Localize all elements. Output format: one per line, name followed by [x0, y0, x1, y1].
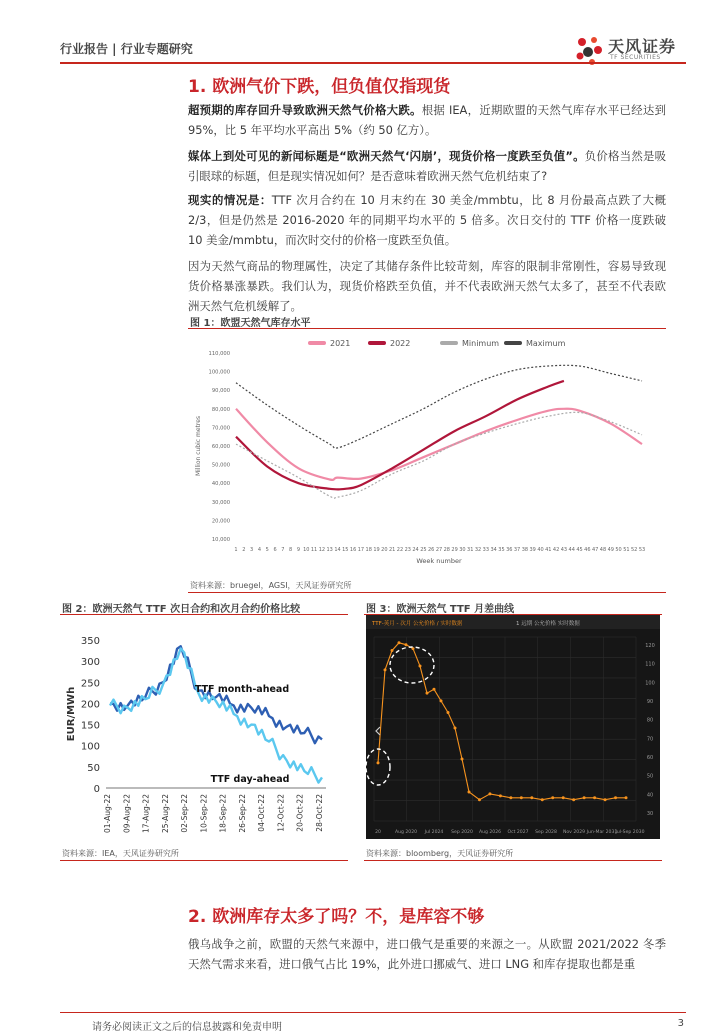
chart1-ytick: 80,000: [211, 406, 230, 413]
chart2-xtick: 09-Aug-22: [122, 794, 132, 833]
chart3-ytick: 90: [646, 699, 654, 705]
chart3-marker: [419, 665, 422, 668]
chart3-marker: [461, 758, 464, 761]
figure1-source: 资料来源：bruegel，AGSI，天风证券研究所: [190, 581, 352, 590]
section2-paragraph-1-body: 俄乌战争之前，欧盟的天然气来源中，进口俄气是重要的来源之一。从欧盟 2021/2022 冬季天然气需求来看，进口俄气占比 19%，此外进口挪威气、进口 LNG 和库存提取也都是重: [188, 937, 666, 971]
chart1-xtick: 1: [234, 547, 238, 553]
logo: [564, 34, 684, 74]
footer-divider: [60, 1012, 686, 1013]
figure2-rule: [60, 614, 348, 615]
chart2-xtick: 26-Sep-22: [237, 794, 247, 833]
section1-paragraph-2: [188, 146, 666, 186]
figure2-title: 图 2：欧洲天然气 TTF 次日合约和次月合约价格比较: [62, 604, 301, 615]
chart1-xtick: 29: [451, 547, 458, 553]
chart3-marker: [572, 798, 575, 801]
chart1-xtick: 23: [404, 547, 411, 553]
chart3-marker: [478, 798, 481, 801]
chart3-marker: [398, 641, 401, 644]
chart1-xtick: 48: [599, 547, 607, 553]
chart2-ytick: 100: [80, 741, 100, 753]
chart2-xtick: 04-Oct-22: [257, 794, 267, 832]
chart2-xtick: 02-Sep-22: [180, 794, 190, 833]
chart1-xtick: 31: [467, 547, 474, 553]
chart2-xtick: 28-Oct-22: [315, 794, 324, 832]
chart1-xtick: 13: [326, 547, 333, 553]
chart2-label-day-ahead: TTF day-ahead: [210, 774, 290, 785]
chart3-marker: [488, 792, 491, 795]
ttf-spread-curve-chart: [366, 615, 660, 839]
chart3-marker: [583, 796, 586, 799]
ttf-price-comparison-chart: [60, 620, 340, 840]
chart1-ytick: 90,000: [211, 388, 230, 395]
chart1-xtick: 27: [435, 547, 443, 553]
chart2-ytick: 350: [80, 636, 100, 647]
chart3-ytick: 40: [646, 792, 654, 799]
chart1-xtick: 22: [396, 547, 404, 553]
chart3-ytick: 100: [645, 680, 655, 687]
chart3-marker: [433, 688, 436, 691]
header-report-type: 行业报告 | 行业专题研究: [60, 42, 193, 56]
chart2-ytick: 250: [80, 678, 100, 690]
chart1-xtick: 28: [443, 547, 450, 553]
figure2-bottom-rule: [60, 860, 348, 861]
chart3-marker: [593, 796, 596, 799]
chart1-xtick: 25: [420, 547, 427, 553]
chart3-marker: [405, 643, 408, 646]
chart1-ytick: 10,000: [211, 537, 230, 543]
chart1-xtick: 51: [623, 547, 630, 553]
chart2-xtick: 12-Oct-22: [276, 794, 286, 832]
chart1-xtick: 34: [490, 547, 497, 553]
chart3-marker: [604, 798, 607, 801]
chart1-legend-label-maximum: Maximum: [526, 339, 566, 348]
chart3-xtick: Aug 2026: [478, 830, 502, 835]
chart3-ytick: 50: [646, 773, 654, 780]
chart1-ylabel: Million cubic metres: [195, 415, 202, 477]
chart1-xtick: 46: [584, 547, 591, 553]
chart1-ytick: 110,000: [208, 351, 230, 357]
figure1-title: 图 1：欧盟天然气库存水平: [190, 318, 311, 329]
chart1-xtick: 36: [506, 547, 513, 553]
chart1-xtick: 5: [265, 547, 269, 553]
chart3-xtick: Oct 2027: [507, 830, 529, 835]
chart3-xtick: Sep 2028: [535, 830, 557, 835]
chart1-xtick: 19: [373, 547, 380, 553]
chart3-marker: [468, 790, 471, 793]
chart1-xtick: 17: [357, 547, 365, 553]
paragraph-2-lead: 媒体上到处可见的新闻标题是“欧洲天然气‘闪崩’，现货价格一度跌至负值”。: [188, 149, 585, 163]
chart1-ytick: 70,000: [211, 425, 230, 432]
chart1-xtick: 20: [381, 547, 388, 553]
chart2-ylabel: EUR/MWh: [66, 686, 77, 742]
chart3-ytick: 30: [646, 811, 654, 817]
chart1-xtick: 32: [474, 547, 482, 553]
section1-paragraph-1: [188, 100, 666, 140]
chart1-xtick: 39: [529, 547, 536, 553]
chart3-xtick: Jun-Mar 2031: [586, 830, 618, 835]
logo-name: 天风证券: [608, 37, 677, 56]
chart1-legend-label-2022: 2022: [390, 339, 411, 348]
chart1-xtick: 26: [428, 547, 435, 553]
chart2-xtick: 17-Aug-22: [141, 794, 151, 833]
chart1-xtick: 10: [303, 547, 310, 553]
paragraph-1-lead: 超预期的库存回升导致欧洲天然气价格大跌。: [188, 103, 422, 117]
chart2-label-month-ahead: TTF month-ahead: [194, 684, 290, 695]
chart3-marker: [551, 796, 554, 799]
chart2-ytick: 50: [87, 762, 100, 774]
paragraph-3-body: TTF 次月合约在 10 月末约在 30 美金/mmbtu，比 8 月份最高点跌了大概 2/3，但是仍然是 2016-2020 年的同期平均水平的 5 倍多。次日交付的 TTF 价格一度跌破 10 美金/mmbtu，而次时交付的价格一度跌至负值。: [188, 193, 666, 247]
chart2-xtick: 18-Sep-22: [218, 794, 228, 833]
chart3-marker: [384, 668, 387, 671]
chart3-ytick: 60: [646, 755, 654, 761]
section1-paragraph-4: [188, 256, 666, 316]
section2-paragraph-1: [188, 934, 666, 974]
chart3-marker: [530, 796, 533, 799]
paragraph-2-body: 负价格当然是吸引眼球的标题，但是现实情况如何？是否意味着欧洲天然气危机结束了?: [188, 149, 666, 183]
chart1-xtick: 6: [273, 547, 277, 553]
chart1-xtick: 18: [365, 547, 372, 553]
chart2-xtick: 01-Aug-22: [103, 794, 112, 833]
chart2-ytick: 0: [93, 784, 100, 795]
figure3-bottom-rule: [364, 860, 662, 861]
chart1-xtick: 2: [242, 547, 246, 553]
chart3-marker: [520, 796, 523, 799]
chart3-ytick: 80: [646, 717, 654, 724]
chart3-marker: [625, 796, 628, 799]
chart1-xtick: 40: [537, 547, 544, 553]
chart3-marker: [509, 796, 512, 799]
chart1-ytick: 60,000: [211, 444, 230, 450]
chart1-xtick: 53: [638, 547, 646, 553]
chart3-xtick: Jul 2024: [424, 830, 444, 835]
chart2-ytick: 150: [80, 720, 100, 732]
chart1-xtick: 21: [388, 547, 396, 553]
figure1-rule: [188, 328, 666, 329]
figure3-source: 资料来源：bloomberg，天风证券研究所: [366, 849, 514, 858]
chart1-background: [190, 335, 660, 575]
chart1-xtick: 33: [482, 547, 490, 553]
chart1-xtick: 7: [281, 547, 285, 553]
page-header: [60, 34, 684, 74]
figure3-title: 图 3：欧洲天然气 TTF 月差曲线: [366, 604, 515, 615]
chart1-xtick: 15: [342, 547, 349, 553]
chart3-xtick: Jul-Sep 2030: [615, 830, 645, 835]
figure1-bottom-rule: [188, 592, 666, 593]
chart1-xtick: 35: [498, 547, 505, 553]
chart3-marker: [454, 727, 457, 730]
chart3-xtick: Aug 2020: [394, 830, 418, 835]
chart3-xtick: Sep 2020: [451, 830, 473, 835]
chart1-xtick: 38: [521, 547, 529, 553]
chart1-xtick: 52: [631, 547, 638, 553]
chart1-legend-label-2021: 2021: [330, 339, 351, 348]
section1-title: 1. 欧洲气价下跌，但负值仅指现货: [188, 77, 451, 97]
paragraph-1-body: 根据 IEA，近期欧盟的天然气库存水平已经达到 95%，比 5 年平均水平高出 5%（约 50 亿方）。: [188, 103, 666, 137]
chart1-xtick: 30: [459, 547, 466, 553]
chart1-xtick: 47: [591, 547, 599, 553]
chart1-xtick: 42: [552, 547, 560, 553]
chart1-xtick: 24: [412, 547, 419, 553]
chart3-ytick: 110: [645, 661, 655, 668]
chart1-xtick: 8: [289, 547, 293, 553]
chart1-xtick: 3: [250, 547, 254, 553]
chart1-xtick: 43: [560, 547, 568, 553]
chart3-marker: [391, 649, 394, 652]
chart2-ytick: 200: [80, 699, 100, 711]
figure2-source: 资料来源：IEA，天风证券研究所: [62, 849, 179, 858]
chart1-ytick: 50,000: [211, 462, 230, 469]
chart3-marker: [614, 796, 617, 799]
chart1-xtick: 41: [545, 547, 552, 553]
chart3-marker: [499, 794, 502, 797]
header-divider: [60, 62, 686, 64]
section2-title: 2. 欧洲库存太多了吗？不，是库容不够: [188, 907, 485, 927]
chart1-xtick: 49: [607, 547, 614, 553]
chart1-ytick: 40,000: [211, 481, 230, 488]
chart3-background: [366, 615, 660, 839]
eu-gas-storage-chart: [190, 335, 660, 575]
chart3-legend-right: 1 远期 公允价格 实时数据: [516, 621, 580, 627]
chart3-ytick: 120: [645, 643, 655, 649]
chart1-xtick: 50: [615, 547, 622, 553]
chart2-xtick: 25-Aug-22: [160, 794, 170, 833]
chart3-xtick: Nov 2029: [562, 830, 586, 835]
chart1-xtick: 16: [349, 547, 357, 553]
chart1-xtick: 44: [568, 547, 575, 553]
chart1-ytick: 30,000: [211, 499, 230, 506]
chart2-ytick: 300: [80, 657, 100, 669]
chart1-legend-label-minimum: Minimum: [462, 339, 500, 348]
chart2-xtick: 20-Oct-22: [295, 794, 305, 832]
chart1-ytick: 100,000: [208, 369, 230, 376]
chart3-marker: [541, 798, 544, 801]
chart1-xtick: 9: [296, 547, 301, 553]
chart1-xtick: 37: [513, 547, 521, 553]
chart3-xtick: 20: [375, 830, 381, 835]
chart1-xtick: 45: [576, 547, 583, 553]
section1-paragraph-3: [188, 190, 666, 250]
chart3-legend-left: TTF-英月 - 次月 公允价格 / 实时数据: [372, 621, 463, 627]
chart3-marker: [377, 761, 380, 764]
chart1-xtick: 14: [334, 547, 341, 553]
chart1-xtick: 4: [257, 547, 262, 553]
page-number: 3: [677, 1018, 684, 1029]
chart1-xtick: 11: [310, 547, 318, 553]
chart1-xlabel: Week number: [416, 557, 462, 565]
chart3-marker: [447, 711, 450, 714]
chart3-marker: [562, 796, 565, 799]
chart1-xtick: 12: [318, 547, 326, 553]
chart2-xtick: 10-Sep-22: [199, 794, 209, 833]
footer-disclaimer: 请务必阅读正文之后的信息披露和免责申明: [92, 1022, 282, 1033]
chart3-marker: [426, 692, 429, 695]
chart3-marker: [440, 699, 443, 702]
paragraph-3-lead: 现实的情况是：: [188, 193, 272, 207]
chart1-ytick: 20,000: [211, 518, 230, 525]
logo-sub: TF SECURITIES: [610, 54, 661, 61]
paragraph-4-body: 因为天然气商品的物理属性，决定了其储存条件比较苛刻，库容的限制非常刚性，容易导致现货价格暴涨暴跌。我们认为，现货价格跌至负值，并不代表欧洲天然气太多了，甚至不代表欧洲天然气危机缓解了。: [188, 259, 666, 313]
chart3-ytick: 70: [646, 736, 654, 743]
